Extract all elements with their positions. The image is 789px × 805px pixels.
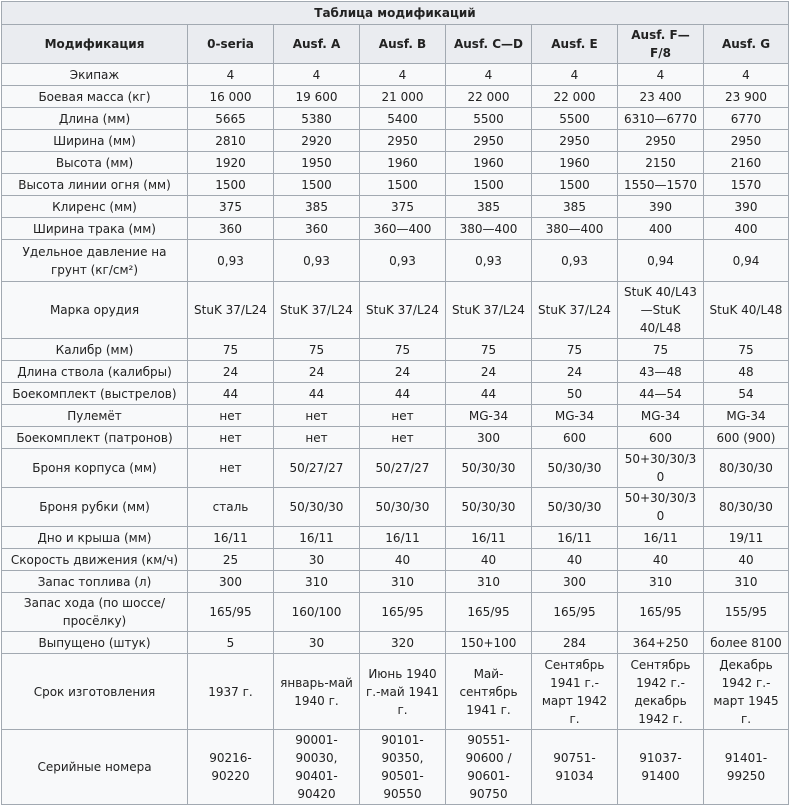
table-row [2, 282, 789, 339]
row-label: Высота (мм) [2, 152, 188, 174]
table-cell: нет [274, 427, 360, 449]
table-cell: 4 [704, 64, 789, 86]
table-cell: 380—400 [446, 218, 532, 240]
table-row [2, 339, 789, 361]
table-cell: 4 [446, 64, 532, 86]
table-row [2, 549, 789, 571]
table-row [2, 361, 789, 383]
column-header: Модификация [2, 25, 188, 64]
row-label: Длина (мм) [2, 108, 188, 130]
table-cell: 22 000 [532, 86, 618, 108]
table-cell: StuK 37/L24 [532, 282, 618, 339]
row-label: Выпущено (штук) [2, 632, 188, 654]
table-cell: 40 [618, 549, 704, 571]
table-cell: 1950 [274, 152, 360, 174]
table-cell: 1570 [704, 174, 789, 196]
table-cell: 4 [618, 64, 704, 86]
table-cell: 24 [532, 361, 618, 383]
table-cell: 50/30/30 [274, 488, 360, 527]
table-cell: 375 [188, 196, 274, 218]
table-cell: 75 [446, 339, 532, 361]
table-cell: 75 [618, 339, 704, 361]
table-cell: 165/95 [446, 593, 532, 632]
table-row [2, 593, 789, 632]
table-cell: 50 [532, 383, 618, 405]
column-header: Ausf. C—D [446, 25, 532, 64]
table-cell: 48 [704, 361, 789, 383]
table-cell: 1920 [188, 152, 274, 174]
table-row [2, 571, 789, 593]
table-cell: 1960 [360, 152, 446, 174]
row-label: Калибр (мм) [2, 339, 188, 361]
table-cell: 0,94 [618, 240, 704, 282]
table-cell: 50/27/27 [274, 449, 360, 488]
table-cell: 320 [360, 632, 446, 654]
table-cell: 24 [360, 361, 446, 383]
table-cell: 90001-90030, 90401-90420 [274, 730, 360, 805]
table-cell: 385 [532, 196, 618, 218]
table-cell: 360 [274, 218, 360, 240]
column-header: 0-seria [188, 25, 274, 64]
table-cell: 165/95 [360, 593, 446, 632]
column-header: Ausf. B [360, 25, 446, 64]
row-label: Броня рубки (мм) [2, 488, 188, 527]
table-cell: 43—48 [618, 361, 704, 383]
row-label: Удельное давление на грунт (кг/см²) [2, 240, 188, 282]
table-cell: StuK 40/L48 [704, 282, 789, 339]
table-cell: 90216-90220 [188, 730, 274, 805]
table-cell: 16/11 [446, 527, 532, 549]
table-row [2, 152, 789, 174]
table-cell: нет [274, 405, 360, 427]
table-cell: StuK 37/L24 [446, 282, 532, 339]
row-label: Серийные номера [2, 730, 188, 805]
table-cell: 2920 [274, 130, 360, 152]
table-cell: StuK 37/L24 [274, 282, 360, 339]
table-cell: 40 [360, 549, 446, 571]
row-label: Ширина трака (мм) [2, 218, 188, 240]
table-row [2, 130, 789, 152]
table-cell: 310 [704, 571, 789, 593]
table-cell: 400 [618, 218, 704, 240]
table-row [2, 654, 789, 730]
table-cell: 44 [188, 383, 274, 405]
table-cell: 44 [360, 383, 446, 405]
table-cell: 44 [446, 383, 532, 405]
table-cell: 310 [274, 571, 360, 593]
table-row [2, 108, 789, 130]
table-cell: 44 [274, 383, 360, 405]
table-cell: Сентябрь 1941 г.-март 1942 г. [532, 654, 618, 730]
table-cell: 5500 [532, 108, 618, 130]
table-cell: 30 [274, 632, 360, 654]
table-cell: 380—400 [532, 218, 618, 240]
table-cell: StuK 37/L24 [188, 282, 274, 339]
table-cell: 165/95 [188, 593, 274, 632]
table-cell: 1960 [532, 152, 618, 174]
table-cell: 390 [704, 196, 789, 218]
table-row [2, 405, 789, 427]
table-cell: 1550—1570 [618, 174, 704, 196]
row-label: Запас хода (по шоссе/просёлку) [2, 593, 188, 632]
table-cell: 23 900 [704, 86, 789, 108]
table-cell: 4 [274, 64, 360, 86]
table-cell: нет [360, 405, 446, 427]
table-row [2, 174, 789, 196]
modifications-table [1, 1, 789, 805]
table-cell: 310 [446, 571, 532, 593]
table-cell: 50/30/30 [446, 488, 532, 527]
row-label: Ширина (мм) [2, 130, 188, 152]
table-cell: 21 000 [360, 86, 446, 108]
table-cell: 1500 [532, 174, 618, 196]
column-header: Ausf. F—F/8 [618, 25, 704, 64]
table-cell: 24 [274, 361, 360, 383]
table-cell: 360 [188, 218, 274, 240]
table-cell: 600 (900) [704, 427, 789, 449]
row-label: Скорость движения (км/ч) [2, 549, 188, 571]
table-cell: 2810 [188, 130, 274, 152]
table-cell: 16/11 [188, 527, 274, 549]
table-cell: 50/27/27 [360, 449, 446, 488]
table-cell: 50/30/30 [532, 488, 618, 527]
table-row [2, 218, 789, 240]
table-cell: 385 [446, 196, 532, 218]
table-cell: 16/11 [360, 527, 446, 549]
table-row [2, 730, 789, 805]
table-cell: 2150 [618, 152, 704, 174]
table-cell: 16/11 [274, 527, 360, 549]
table-cell: 6770 [704, 108, 789, 130]
table-cell: 40 [446, 549, 532, 571]
table-title: Таблица модификаций [1, 1, 789, 24]
table-cell: 390 [618, 196, 704, 218]
row-label: Клиренс (мм) [2, 196, 188, 218]
table-cell: 50/30/30 [446, 449, 532, 488]
table-cell: нет [188, 449, 274, 488]
row-label: Дно и крыша (мм) [2, 527, 188, 549]
table-cell: 0,93 [446, 240, 532, 282]
table-cell: 54 [704, 383, 789, 405]
table-cell: 75 [274, 339, 360, 361]
table-cell: 1960 [446, 152, 532, 174]
table-cell: 50+30/30/30 [618, 449, 704, 488]
table-cell: MG-34 [618, 405, 704, 427]
table-cell: 2950 [360, 130, 446, 152]
table-cell: 0,93 [532, 240, 618, 282]
table-cell: 90101-90350, 90501-90550 [360, 730, 446, 805]
table-cell: 80/30/30 [704, 449, 789, 488]
table-cell: 5400 [360, 108, 446, 130]
table-cell: более 8100 [704, 632, 789, 654]
table-cell: 30 [274, 549, 360, 571]
table-cell: 4 [360, 64, 446, 86]
table-cell: 600 [532, 427, 618, 449]
table-row [2, 527, 789, 549]
table-cell: 50/30/30 [532, 449, 618, 488]
table-row [2, 383, 789, 405]
table-cell: 165/95 [618, 593, 704, 632]
table-row [2, 488, 789, 527]
table-cell: StuK 40/L43—StuK 40/L48 [618, 282, 704, 339]
column-header: Ausf. A [274, 25, 360, 64]
table-cell: 400 [704, 218, 789, 240]
table-row [2, 449, 789, 488]
table-cell: StuK 37/L24 [360, 282, 446, 339]
table-cell: 5665 [188, 108, 274, 130]
table-cell: 310 [618, 571, 704, 593]
row-label: Запас топлива (л) [2, 571, 188, 593]
row-label: Марка орудия [2, 282, 188, 339]
table-cell: MG-34 [532, 405, 618, 427]
table-cell: 155/95 [704, 593, 789, 632]
table-row [2, 86, 789, 108]
column-header: Ausf. G [704, 25, 789, 64]
table-cell: нет [188, 427, 274, 449]
table-cell: нет [188, 405, 274, 427]
table-cell: 6310—6770 [618, 108, 704, 130]
table-cell: 80/30/30 [704, 488, 789, 527]
table-cell: 5500 [446, 108, 532, 130]
table-row [2, 64, 789, 86]
table-cell: 4 [188, 64, 274, 86]
table-cell: 90551-90600 / 90601-90750 [446, 730, 532, 805]
row-label: Боекомплект (выстрелов) [2, 383, 188, 405]
table-cell: 1937 г. [188, 654, 274, 730]
table-cell: 600 [618, 427, 704, 449]
table-cell: 50/30/30 [360, 488, 446, 527]
table-cell: 50+30/30/30 [618, 488, 704, 527]
table-cell: 19 600 [274, 86, 360, 108]
table-cell: 40 [532, 549, 618, 571]
row-label: Броня корпуса (мм) [2, 449, 188, 488]
table-cell: 1500 [188, 174, 274, 196]
table-cell: 75 [704, 339, 789, 361]
table-cell: 2950 [532, 130, 618, 152]
table-cell: 2950 [618, 130, 704, 152]
table-row [2, 196, 789, 218]
table-cell: 40 [704, 549, 789, 571]
table-cell: 4 [532, 64, 618, 86]
row-label: Боевая масса (кг) [2, 86, 188, 108]
table-cell: 150+100 [446, 632, 532, 654]
table-cell: 284 [532, 632, 618, 654]
column-header: Ausf. E [532, 25, 618, 64]
table-row [2, 632, 789, 654]
table-cell: 24 [188, 361, 274, 383]
table-cell: 160/100 [274, 593, 360, 632]
table-cell: 0,93 [188, 240, 274, 282]
table-cell: 385 [274, 196, 360, 218]
table-cell: 375 [360, 196, 446, 218]
table-row [2, 240, 789, 282]
table-cell: 364+250 [618, 632, 704, 654]
table-row [2, 427, 789, 449]
table-cell: 75 [188, 339, 274, 361]
table-cell: 0,93 [360, 240, 446, 282]
table-cell: 90751-91034 [532, 730, 618, 805]
table-cell: 2160 [704, 152, 789, 174]
table-cell: 23 400 [618, 86, 704, 108]
table-cell: январь-май 1940 г. [274, 654, 360, 730]
table-cell: MG-34 [704, 405, 789, 427]
table-cell: 165/95 [532, 593, 618, 632]
row-label: Экипаж [2, 64, 188, 86]
table-cell: 300 [446, 427, 532, 449]
table-cell: 22 000 [446, 86, 532, 108]
table-cell: 44—54 [618, 383, 704, 405]
table-cell: 1500 [274, 174, 360, 196]
table-cell: Май-сентябрь 1941 г. [446, 654, 532, 730]
table-cell: 300 [188, 571, 274, 593]
table-cell: Декабрь 1942 г.-март 1945 г. [704, 654, 789, 730]
table-cell: 0,94 [704, 240, 789, 282]
row-label: Пулемёт [2, 405, 188, 427]
table-cell: 19/11 [704, 527, 789, 549]
table-cell: 16/11 [618, 527, 704, 549]
table-cell: 24 [446, 361, 532, 383]
table-cell: 2950 [704, 130, 789, 152]
table-cell: 16/11 [532, 527, 618, 549]
table-cell: 75 [532, 339, 618, 361]
row-label: Боекомплект (патронов) [2, 427, 188, 449]
table-cell: 360—400 [360, 218, 446, 240]
table-cell: 310 [360, 571, 446, 593]
table-cell: нет [360, 427, 446, 449]
row-label: Высота линии огня (мм) [2, 174, 188, 196]
row-label: Длина ствола (калибры) [2, 361, 188, 383]
table-cell: MG-34 [446, 405, 532, 427]
table-cell: 1500 [446, 174, 532, 196]
row-label: Срок изготовления [2, 654, 188, 730]
table-body [2, 64, 789, 805]
table-cell: 91037-91400 [618, 730, 704, 805]
table-cell: Июнь 1940 г.-май 1941 г. [360, 654, 446, 730]
table-cell: 5 [188, 632, 274, 654]
table-cell: 1500 [360, 174, 446, 196]
table-cell: 2950 [446, 130, 532, 152]
table-cell: 25 [188, 549, 274, 571]
header-row [2, 25, 789, 64]
table-cell: 16 000 [188, 86, 274, 108]
table-cell: Сентябрь 1942 г.-декабрь 1942 г. [618, 654, 704, 730]
table-cell: 0,93 [274, 240, 360, 282]
table-cell: 5380 [274, 108, 360, 130]
table-cell: 91401-99250 [704, 730, 789, 805]
table-cell: 300 [532, 571, 618, 593]
table-cell: сталь [188, 488, 274, 527]
table-cell: 75 [360, 339, 446, 361]
